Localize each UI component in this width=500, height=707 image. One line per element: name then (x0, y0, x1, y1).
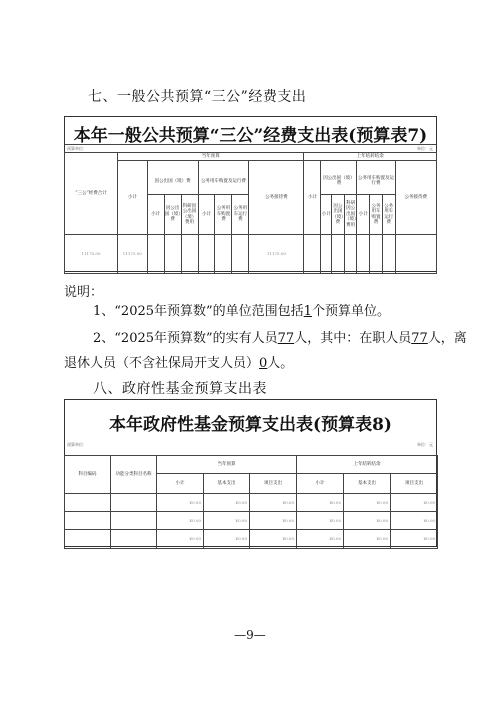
th-sub-a: 小计 (147, 195, 164, 235)
table-row: ¥0.00 ¥0.00 ¥0.00 ¥0.00 ¥0.00 ¥0.00 (65, 530, 438, 549)
th8-basic: 基本支出 (204, 474, 250, 494)
note-line-1: 1、“2025年预算数”的单位范围包括1个预算单位。 (93, 304, 390, 319)
th-vehicle: 公务用车购置及运行费 (198, 169, 249, 195)
th-subtotal: 小计 (117, 161, 147, 235)
th-sub-v: 小计 (198, 195, 215, 235)
th-subtotal-ly: 小计 (304, 161, 321, 235)
th8-code: 科目编码 (65, 456, 111, 494)
th8-subtotal: 小计 (157, 474, 204, 494)
th-current-year: 当年预算 (117, 153, 304, 161)
table7-frame (64, 116, 437, 272)
cell-total: 11175.00 (65, 235, 118, 274)
th8-project-ly: 项目支出 (391, 474, 438, 494)
notes-label: 说明： (64, 285, 104, 300)
table8-title: 本年政府性基金预算支出表(预算表8) (109, 415, 392, 435)
table8-unit-left: 预算单位： (67, 442, 87, 447)
th-abroad: 因公出国（境）费 (147, 169, 198, 195)
th-abroad-ly: 因公出国（境）费 (321, 169, 357, 195)
th-abroad-sub: 因公出国（境）费 (164, 195, 181, 235)
table7-grid (64, 152, 437, 274)
th-sub-v-ly: 小计 (357, 195, 370, 235)
page-number: —9— (234, 628, 266, 642)
th-last-year: 上年结转结余 (304, 153, 437, 161)
th-sub-a-ly: 小计 (321, 195, 332, 235)
th-total: “三公”经费合计 (65, 153, 118, 235)
table8-frame (64, 399, 437, 547)
th8-name: 功能分类科目名称 (111, 456, 157, 494)
section8-heading: 八、政府性基金预算支出表 (93, 381, 267, 397)
th-research-abroad-ly: 科研因公出国（境）费用 (344, 195, 357, 235)
table-row: ¥0.00 ¥0.00 ¥0.00 ¥0.00 ¥0.00 ¥0.00 (65, 512, 438, 530)
note-line-2: 2、“2025年预算数”的实有人员77人，其中：在职人员77人，离 (93, 331, 467, 346)
table8-grid (64, 455, 438, 549)
th-research-abroad: 科研因公出国（境）费用 (181, 195, 198, 235)
th-vehicle-ly: 公务用车购置及运行费 (357, 169, 395, 195)
th-vehicle-purchase: 公务用车购置费 (215, 195, 232, 235)
th-vehicle-run-ly: 公务用车运行费 (382, 195, 395, 235)
th-reception-ly: 公务接待费 (395, 161, 436, 235)
cell-reception: 11175.00 (249, 235, 304, 274)
table7-unit-left: 预算单位： (67, 146, 87, 151)
th-vehicle-purchase-ly: 公务用车购置费 (370, 195, 383, 235)
table8-unit-right: 单位：元 (417, 442, 433, 447)
th8-basic-ly: 基本支出 (344, 474, 391, 494)
cell-subtotal: 11175.00 (117, 235, 147, 274)
th-abroad-sub-ly: 因公出国（境）费 (332, 195, 345, 235)
section7-heading: 七、一般公共预算“三公”经费支出 (88, 89, 307, 105)
th8-current-year: 当年预算 (157, 456, 297, 474)
table-row: ¥0.00 ¥0.00 ¥0.00 ¥0.00 ¥0.00 ¥0.00 (65, 494, 438, 512)
th8-project: 项目支出 (250, 474, 297, 494)
th8-subtotal-ly: 小计 (297, 474, 344, 494)
table7-title: 本年一般公共预算“三公”经费支出表(预算表7) (73, 126, 428, 146)
th8-last-year: 上年结转结余 (297, 456, 438, 474)
th-vehicle-run: 公务用车运行费 (232, 195, 249, 235)
note-line-3: 退休人员（不含社保局开支人员）0人。 (64, 356, 294, 371)
table7-unit-right: 单位：元 (417, 146, 433, 151)
th-reception: 公务接待费 (249, 161, 304, 235)
